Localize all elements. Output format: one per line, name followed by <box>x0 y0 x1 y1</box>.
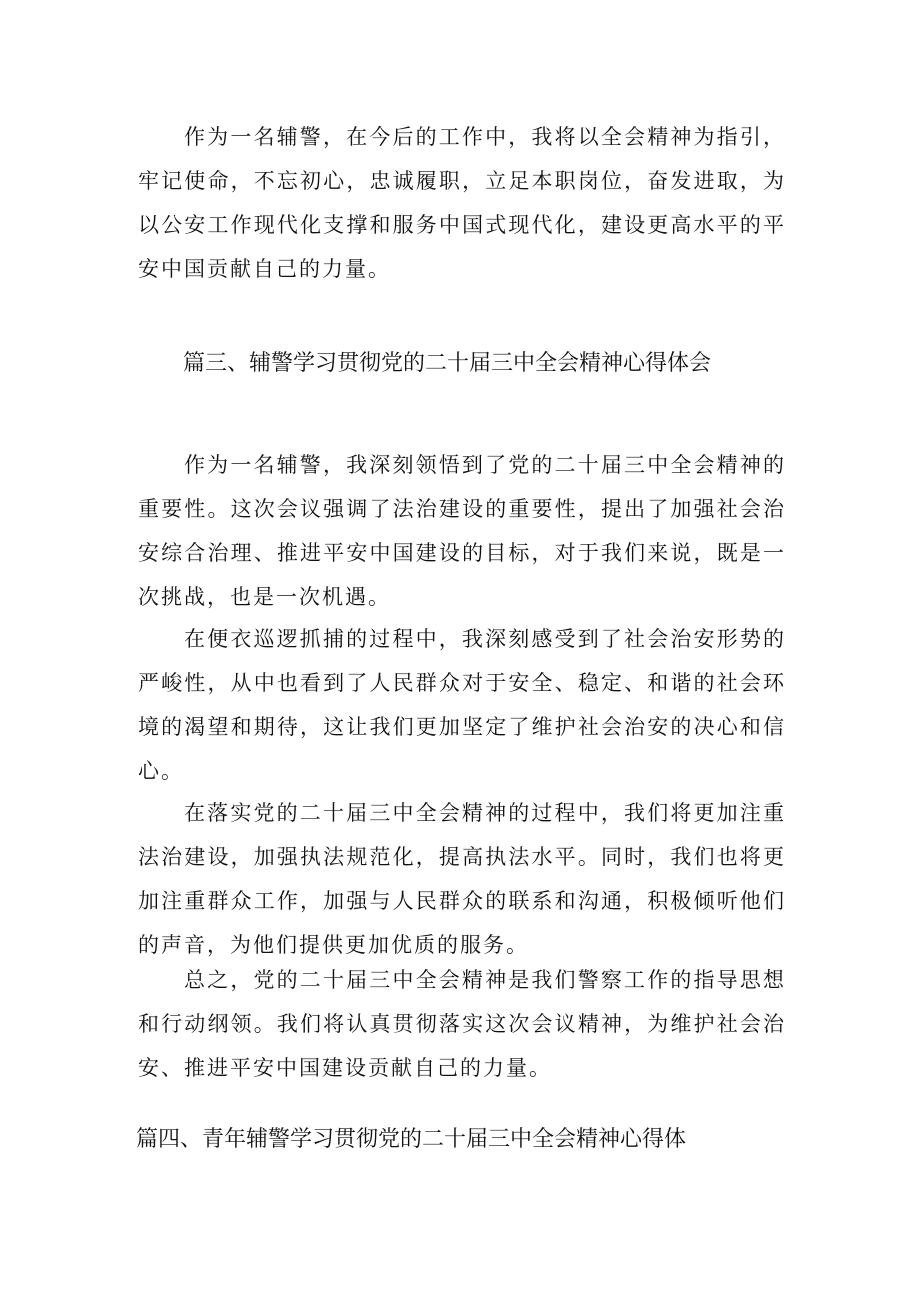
section-3-paragraph-1: 作为一名辅警，我深刻领悟到了党的二十届三中全会精神的重要性。这次会议强调了法治建设的重要性，提出了加强社会治安综合治理、推进平安中国建设的目标，对于我们来说，既是一次挑战，也是一次机遇。 <box>138 453 786 609</box>
section-4-heading: 篇四、青年辅警学习贯彻党的二十届三中全会精神心得体 <box>136 1127 687 1152</box>
section-3-paragraph-2: 在便衣巡逻抓捕的过程中，我深刻感受到了社会治安形势的严峻性，从中也看到了人民群众对于安全、稳定、和谐的社会环境的渴望和期待，这让我们更加坚定了维护社会治安的决心和信心。 <box>138 627 786 783</box>
intro-paragraph: 作为一名辅警，在今后的工作中，我将以全会精神为指引，牢记使命，不忘初心，忠诚履职，立足本职岗位，奋发进取，为以公安工作现代化支撑和服务中国式现代化，建设更高水平的平安中国贡献自己的力量。 <box>138 125 786 281</box>
section-3-paragraph-4: 总之，党的二十届三中全会精神是我们警察工作的指导思想和行动纲领。我们将认真贯彻落实这次会议精神，为维护社会治安、推进平安中国建设贡献自己的力量。 <box>138 968 786 1080</box>
section-3-paragraph-3: 在落实党的二十届三中全会精神的过程中，我们将更加注重法治建设，加强执法规范化，提高执法水平。同时，我们也将更加注重群众工作，加强与人民群众的联系和沟通，积极倾听他们的声音，为他们提供更加优质的服务。 <box>138 801 786 957</box>
section-3-heading: 篇三、辅警学习贯彻党的二十届三中全会精神心得体会 <box>183 351 712 376</box>
